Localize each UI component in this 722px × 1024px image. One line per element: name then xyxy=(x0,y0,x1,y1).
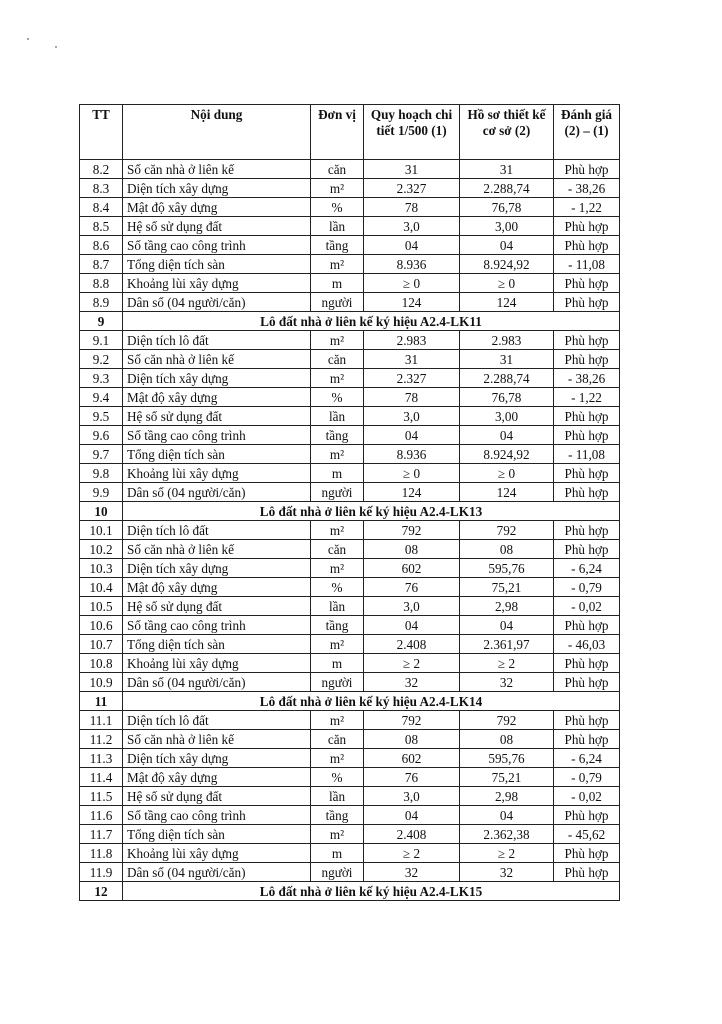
cell-content: Dân số (04 người/căn) xyxy=(123,483,311,502)
cell-eval: Phù hợp xyxy=(554,711,620,730)
cell-plan: 8.936 xyxy=(364,255,460,274)
cell-unit: tầng xyxy=(311,236,364,255)
table-row xyxy=(80,673,620,692)
cell-dossier: 792 xyxy=(460,711,554,730)
cell-plan: 78 xyxy=(364,198,460,217)
cell-plan: 3,0 xyxy=(364,597,460,616)
cell-plan: 76 xyxy=(364,768,460,787)
cell-content: Tổng diện tích sàn xyxy=(123,255,311,274)
cell-unit: m² xyxy=(311,825,364,844)
cell-plan: 76 xyxy=(364,578,460,597)
cell-plan: 8.936 xyxy=(364,445,460,464)
section-number: 12 xyxy=(80,882,123,901)
section-row xyxy=(80,312,620,331)
cell-dossier: 124 xyxy=(460,293,554,312)
cell-dossier: 04 xyxy=(460,236,554,255)
cell-eval: Phù hợp xyxy=(554,331,620,350)
cell-tt: 10.6 xyxy=(80,616,123,635)
cell-eval: Phù hợp xyxy=(554,521,620,540)
cell-eval: Phù hợp xyxy=(554,863,620,882)
cell-content: Số căn nhà ở liên kế xyxy=(123,730,311,749)
cell-eval: - 46,03 xyxy=(554,635,620,654)
cell-content: Diện tích xây dựng xyxy=(123,749,311,768)
cell-unit: m xyxy=(311,654,364,673)
cell-plan: 31 xyxy=(364,350,460,369)
cell-dossier: ≥ 2 xyxy=(460,654,554,673)
cell-plan: 2.408 xyxy=(364,635,460,654)
table-row xyxy=(80,635,620,654)
cell-dossier: 2.288,74 xyxy=(460,369,554,388)
cell-tt: 11.9 xyxy=(80,863,123,882)
cell-tt: 9.4 xyxy=(80,388,123,407)
section-title: Lô đất nhà ở liên kế ký hiệu A2.4-LK14 xyxy=(123,692,620,711)
cell-content: Hệ số sử dụng đất xyxy=(123,407,311,426)
cell-unit: m² xyxy=(311,559,364,578)
cell-unit: lần xyxy=(311,787,364,806)
cell-tt: 9.1 xyxy=(80,331,123,350)
cell-content: Mật độ xây dựng xyxy=(123,768,311,787)
cell-dossier: 2.288,74 xyxy=(460,179,554,198)
section-row xyxy=(80,882,620,901)
cell-plan: 78 xyxy=(364,388,460,407)
cell-unit: m xyxy=(311,464,364,483)
cell-plan: ≥ 0 xyxy=(364,274,460,293)
cell-eval: Phù hợp xyxy=(554,236,620,255)
table-row xyxy=(80,616,620,635)
cell-unit: m² xyxy=(311,255,364,274)
table-row xyxy=(80,179,620,198)
table-header-row xyxy=(80,105,620,160)
cell-eval: Phù hợp xyxy=(554,616,620,635)
cell-content: Diện tích xây dựng xyxy=(123,369,311,388)
cell-tt: 10.2 xyxy=(80,540,123,559)
cell-dossier: 2.362,38 xyxy=(460,825,554,844)
cell-content: Tổng diện tích sàn xyxy=(123,825,311,844)
cell-unit: % xyxy=(311,198,364,217)
comparison-table xyxy=(79,104,620,901)
cell-tt: 11.7 xyxy=(80,825,123,844)
cell-eval: - 0,79 xyxy=(554,768,620,787)
cell-plan: 2.327 xyxy=(364,179,460,198)
cell-eval: Phù hợp xyxy=(554,806,620,825)
cell-dossier: 32 xyxy=(460,673,554,692)
table-row xyxy=(80,255,620,274)
cell-plan: 08 xyxy=(364,540,460,559)
cell-unit: người xyxy=(311,863,364,882)
cell-tt: 9.5 xyxy=(80,407,123,426)
cell-tt: 10.3 xyxy=(80,559,123,578)
cell-content: Khoảng lùi xây dựng xyxy=(123,274,311,293)
cell-tt: 8.9 xyxy=(80,293,123,312)
table-row xyxy=(80,844,620,863)
table-row xyxy=(80,369,620,388)
cell-unit: căn xyxy=(311,350,364,369)
cell-dossier: ≥ 0 xyxy=(460,274,554,293)
cell-eval: Phù hợp xyxy=(554,293,620,312)
cell-plan: 32 xyxy=(364,863,460,882)
cell-content: Diện tích xây dựng xyxy=(123,179,311,198)
cell-content: Dân số (04 người/căn) xyxy=(123,673,311,692)
cell-tt: 10.8 xyxy=(80,654,123,673)
section-title: Lô đất nhà ở liên kế ký hiệu A2.4-LK15 xyxy=(123,882,620,901)
cell-tt: 9.8 xyxy=(80,464,123,483)
cell-eval: Phù hợp xyxy=(554,407,620,426)
cell-plan: 2.408 xyxy=(364,825,460,844)
header-eval: Đánh giá (2) – (1) xyxy=(554,105,620,160)
cell-dossier: 31 xyxy=(460,160,554,179)
cell-plan: ≥ 2 xyxy=(364,844,460,863)
cell-tt: 8.4 xyxy=(80,198,123,217)
cell-dossier: 2.361,97 xyxy=(460,635,554,654)
cell-unit: m² xyxy=(311,635,364,654)
cell-unit: % xyxy=(311,768,364,787)
cell-tt: 11.3 xyxy=(80,749,123,768)
cell-unit: tầng xyxy=(311,616,364,635)
header-content: Nội dung xyxy=(123,105,311,160)
cell-dossier: 595,76 xyxy=(460,749,554,768)
table-row xyxy=(80,597,620,616)
cell-unit: tầng xyxy=(311,806,364,825)
section-row xyxy=(80,692,620,711)
cell-tt: 8.2 xyxy=(80,160,123,179)
cell-unit: người xyxy=(311,293,364,312)
cell-content: Hệ số sử dụng đất xyxy=(123,597,311,616)
header-dossier: Hồ sơ thiết kế cơ sở (2) xyxy=(460,105,554,160)
cell-dossier: 31 xyxy=(460,350,554,369)
section-number: 9 xyxy=(80,312,123,331)
cell-unit: m² xyxy=(311,521,364,540)
table-row xyxy=(80,160,620,179)
table-row xyxy=(80,768,620,787)
cell-content: Dân số (04 người/căn) xyxy=(123,863,311,882)
cell-unit: m xyxy=(311,844,364,863)
cell-dossier: 3,00 xyxy=(460,217,554,236)
cell-plan: 602 xyxy=(364,749,460,768)
cell-content: Diện tích lô đất xyxy=(123,521,311,540)
cell-content: Số căn nhà ở liên kế xyxy=(123,540,311,559)
cell-eval: - 6,24 xyxy=(554,749,620,768)
cell-plan: 124 xyxy=(364,293,460,312)
header-unit: Đơn vị xyxy=(311,105,364,160)
cell-eval: - 45,62 xyxy=(554,825,620,844)
section-title: Lô đất nhà ở liên kế ký hiệu A2.4-LK11 xyxy=(123,312,620,331)
cell-plan: 3,0 xyxy=(364,407,460,426)
cell-dossier: 32 xyxy=(460,863,554,882)
table-row xyxy=(80,825,620,844)
cell-tt: 10.4 xyxy=(80,578,123,597)
section-row xyxy=(80,502,620,521)
table-row xyxy=(80,426,620,445)
table-row xyxy=(80,540,620,559)
cell-tt: 9.9 xyxy=(80,483,123,502)
cell-unit: % xyxy=(311,388,364,407)
cell-tt: 11.6 xyxy=(80,806,123,825)
header-plan: Quy hoạch chi tiết 1/500 (1) xyxy=(364,105,460,160)
cell-dossier: 8.924,92 xyxy=(460,255,554,274)
cell-content: Khoảng lùi xây dựng xyxy=(123,844,311,863)
side-stamp-mark xyxy=(695,490,717,640)
table-row xyxy=(80,521,620,540)
cell-content: Dân số (04 người/căn) xyxy=(123,293,311,312)
cell-dossier: 595,76 xyxy=(460,559,554,578)
cell-tt: 11.4 xyxy=(80,768,123,787)
cell-tt: 11.2 xyxy=(80,730,123,749)
cell-content: Mật độ xây dựng xyxy=(123,198,311,217)
cell-content: Hệ số sử dụng đất xyxy=(123,787,311,806)
table-row xyxy=(80,483,620,502)
cell-dossier: ≥ 0 xyxy=(460,464,554,483)
cell-plan: 3,0 xyxy=(364,217,460,236)
cell-plan: 792 xyxy=(364,521,460,540)
cell-tt: 10.9 xyxy=(80,673,123,692)
cell-content: Số tầng cao công trình xyxy=(123,426,311,445)
cell-eval: - 6,24 xyxy=(554,559,620,578)
cell-tt: 8.3 xyxy=(80,179,123,198)
cell-tt: 9.2 xyxy=(80,350,123,369)
cell-eval: Phù hợp xyxy=(554,160,620,179)
cell-dossier: 08 xyxy=(460,540,554,559)
table-row xyxy=(80,654,620,673)
section-title: Lô đất nhà ở liên kế ký hiệu A2.4-LK13 xyxy=(123,502,620,521)
table-row xyxy=(80,464,620,483)
cell-eval: - 11,08 xyxy=(554,255,620,274)
cell-content: Số tầng cao công trình xyxy=(123,616,311,635)
cell-tt: 9.7 xyxy=(80,445,123,464)
cell-unit: m² xyxy=(311,369,364,388)
cell-content: Số căn nhà ở liên kế xyxy=(123,350,311,369)
cell-dossier: 792 xyxy=(460,521,554,540)
cell-eval: - 1,22 xyxy=(554,388,620,407)
section-number: 10 xyxy=(80,502,123,521)
cell-tt: 10.1 xyxy=(80,521,123,540)
cell-plan: 124 xyxy=(364,483,460,502)
cell-unit: tầng xyxy=(311,426,364,445)
cell-eval: Phù hợp xyxy=(554,274,620,293)
cell-tt: 10.7 xyxy=(80,635,123,654)
cell-dossier: 04 xyxy=(460,806,554,825)
cell-plan: 32 xyxy=(364,673,460,692)
cell-eval: Phù hợp xyxy=(554,483,620,502)
cell-eval: Phù hợp xyxy=(554,426,620,445)
table-row xyxy=(80,749,620,768)
cell-unit: căn xyxy=(311,730,364,749)
cell-plan: 2.327 xyxy=(364,369,460,388)
cell-dossier: 76,78 xyxy=(460,198,554,217)
table-row xyxy=(80,863,620,882)
table-row xyxy=(80,236,620,255)
cell-tt: 8.5 xyxy=(80,217,123,236)
cell-eval: - 11,08 xyxy=(554,445,620,464)
cell-unit: m² xyxy=(311,331,364,350)
table-row xyxy=(80,350,620,369)
cell-unit: người xyxy=(311,673,364,692)
cell-dossier: 75,21 xyxy=(460,768,554,787)
cell-dossier: 124 xyxy=(460,483,554,502)
cell-unit: căn xyxy=(311,160,364,179)
cell-unit: % xyxy=(311,578,364,597)
cell-plan: ≥ 0 xyxy=(364,464,460,483)
cell-plan: 792 xyxy=(364,711,460,730)
cell-content: Mật độ xây dựng xyxy=(123,578,311,597)
cell-eval: - 0,02 xyxy=(554,787,620,806)
cell-eval: - 0,79 xyxy=(554,578,620,597)
cell-tt: 10.5 xyxy=(80,597,123,616)
section-number: 11 xyxy=(80,692,123,711)
table-row xyxy=(80,559,620,578)
cell-unit: lần xyxy=(311,407,364,426)
table-row xyxy=(80,198,620,217)
cell-plan: 2.983 xyxy=(364,331,460,350)
cell-content: Số căn nhà ở liên kế xyxy=(123,160,311,179)
cell-eval: Phù hợp xyxy=(554,844,620,863)
cell-content: Số tầng cao công trình xyxy=(123,236,311,255)
cell-content: Tổng diện tích sàn xyxy=(123,635,311,654)
scan-speck xyxy=(55,46,57,48)
cell-content: Diện tích lô đất xyxy=(123,711,311,730)
cell-tt: 11.8 xyxy=(80,844,123,863)
cell-dossier: 2,98 xyxy=(460,787,554,806)
table-row xyxy=(80,388,620,407)
cell-plan: 04 xyxy=(364,426,460,445)
cell-unit: m² xyxy=(311,749,364,768)
cell-content: Số tầng cao công trình xyxy=(123,806,311,825)
cell-eval: - 0,02 xyxy=(554,597,620,616)
cell-tt: 8.8 xyxy=(80,274,123,293)
table-row xyxy=(80,217,620,236)
table-body xyxy=(80,160,620,901)
cell-plan: 602 xyxy=(364,559,460,578)
cell-unit: m² xyxy=(311,445,364,464)
cell-tt: 8.6 xyxy=(80,236,123,255)
cell-content: Khoảng lùi xây dựng xyxy=(123,654,311,673)
table-row xyxy=(80,274,620,293)
table-row xyxy=(80,730,620,749)
cell-plan: 31 xyxy=(364,160,460,179)
table-row xyxy=(80,445,620,464)
cell-eval: Phù hợp xyxy=(554,464,620,483)
cell-eval: Phù hợp xyxy=(554,673,620,692)
cell-content: Khoảng lùi xây dựng xyxy=(123,464,311,483)
cell-eval: Phù hợp xyxy=(554,730,620,749)
cell-eval: - 38,26 xyxy=(554,179,620,198)
cell-content: Mật độ xây dựng xyxy=(123,388,311,407)
header-tt: TT xyxy=(80,105,123,160)
cell-unit: m² xyxy=(311,711,364,730)
cell-dossier: 08 xyxy=(460,730,554,749)
table-row xyxy=(80,578,620,597)
table-row xyxy=(80,711,620,730)
cell-eval: - 1,22 xyxy=(554,198,620,217)
cell-unit: lần xyxy=(311,217,364,236)
cell-content: Diện tích xây dựng xyxy=(123,559,311,578)
cell-eval: - 38,26 xyxy=(554,369,620,388)
cell-dossier: 04 xyxy=(460,426,554,445)
cell-content: Diện tích lô đất xyxy=(123,331,311,350)
cell-eval: Phù hợp xyxy=(554,350,620,369)
table-row xyxy=(80,806,620,825)
cell-tt: 9.6 xyxy=(80,426,123,445)
cell-dossier: 2,98 xyxy=(460,597,554,616)
cell-dossier: 75,21 xyxy=(460,578,554,597)
cell-eval: Phù hợp xyxy=(554,217,620,236)
cell-content: Tổng diện tích sàn xyxy=(123,445,311,464)
cell-tt: 8.7 xyxy=(80,255,123,274)
cell-eval: Phù hợp xyxy=(554,540,620,559)
table-row xyxy=(80,407,620,426)
cell-plan: 04 xyxy=(364,236,460,255)
cell-tt: 11.1 xyxy=(80,711,123,730)
table-row xyxy=(80,331,620,350)
cell-dossier: 04 xyxy=(460,616,554,635)
cell-plan: 04 xyxy=(364,806,460,825)
cell-dossier: 2.983 xyxy=(460,331,554,350)
cell-dossier: ≥ 2 xyxy=(460,844,554,863)
table-row xyxy=(80,787,620,806)
cell-unit: m xyxy=(311,274,364,293)
scan-speck xyxy=(27,38,29,40)
cell-dossier: 3,00 xyxy=(460,407,554,426)
cell-content: Hệ số sử dụng đất xyxy=(123,217,311,236)
cell-plan: 08 xyxy=(364,730,460,749)
cell-tt: 9.3 xyxy=(80,369,123,388)
cell-dossier: 76,78 xyxy=(460,388,554,407)
cell-unit: người xyxy=(311,483,364,502)
cell-tt: 11.5 xyxy=(80,787,123,806)
cell-plan: ≥ 2 xyxy=(364,654,460,673)
cell-unit: căn xyxy=(311,540,364,559)
table-row xyxy=(80,293,620,312)
cell-dossier: 8.924,92 xyxy=(460,445,554,464)
cell-plan: 04 xyxy=(364,616,460,635)
cell-eval: Phù hợp xyxy=(554,654,620,673)
cell-unit: m² xyxy=(311,179,364,198)
cell-unit: lần xyxy=(311,597,364,616)
cell-plan: 3,0 xyxy=(364,787,460,806)
